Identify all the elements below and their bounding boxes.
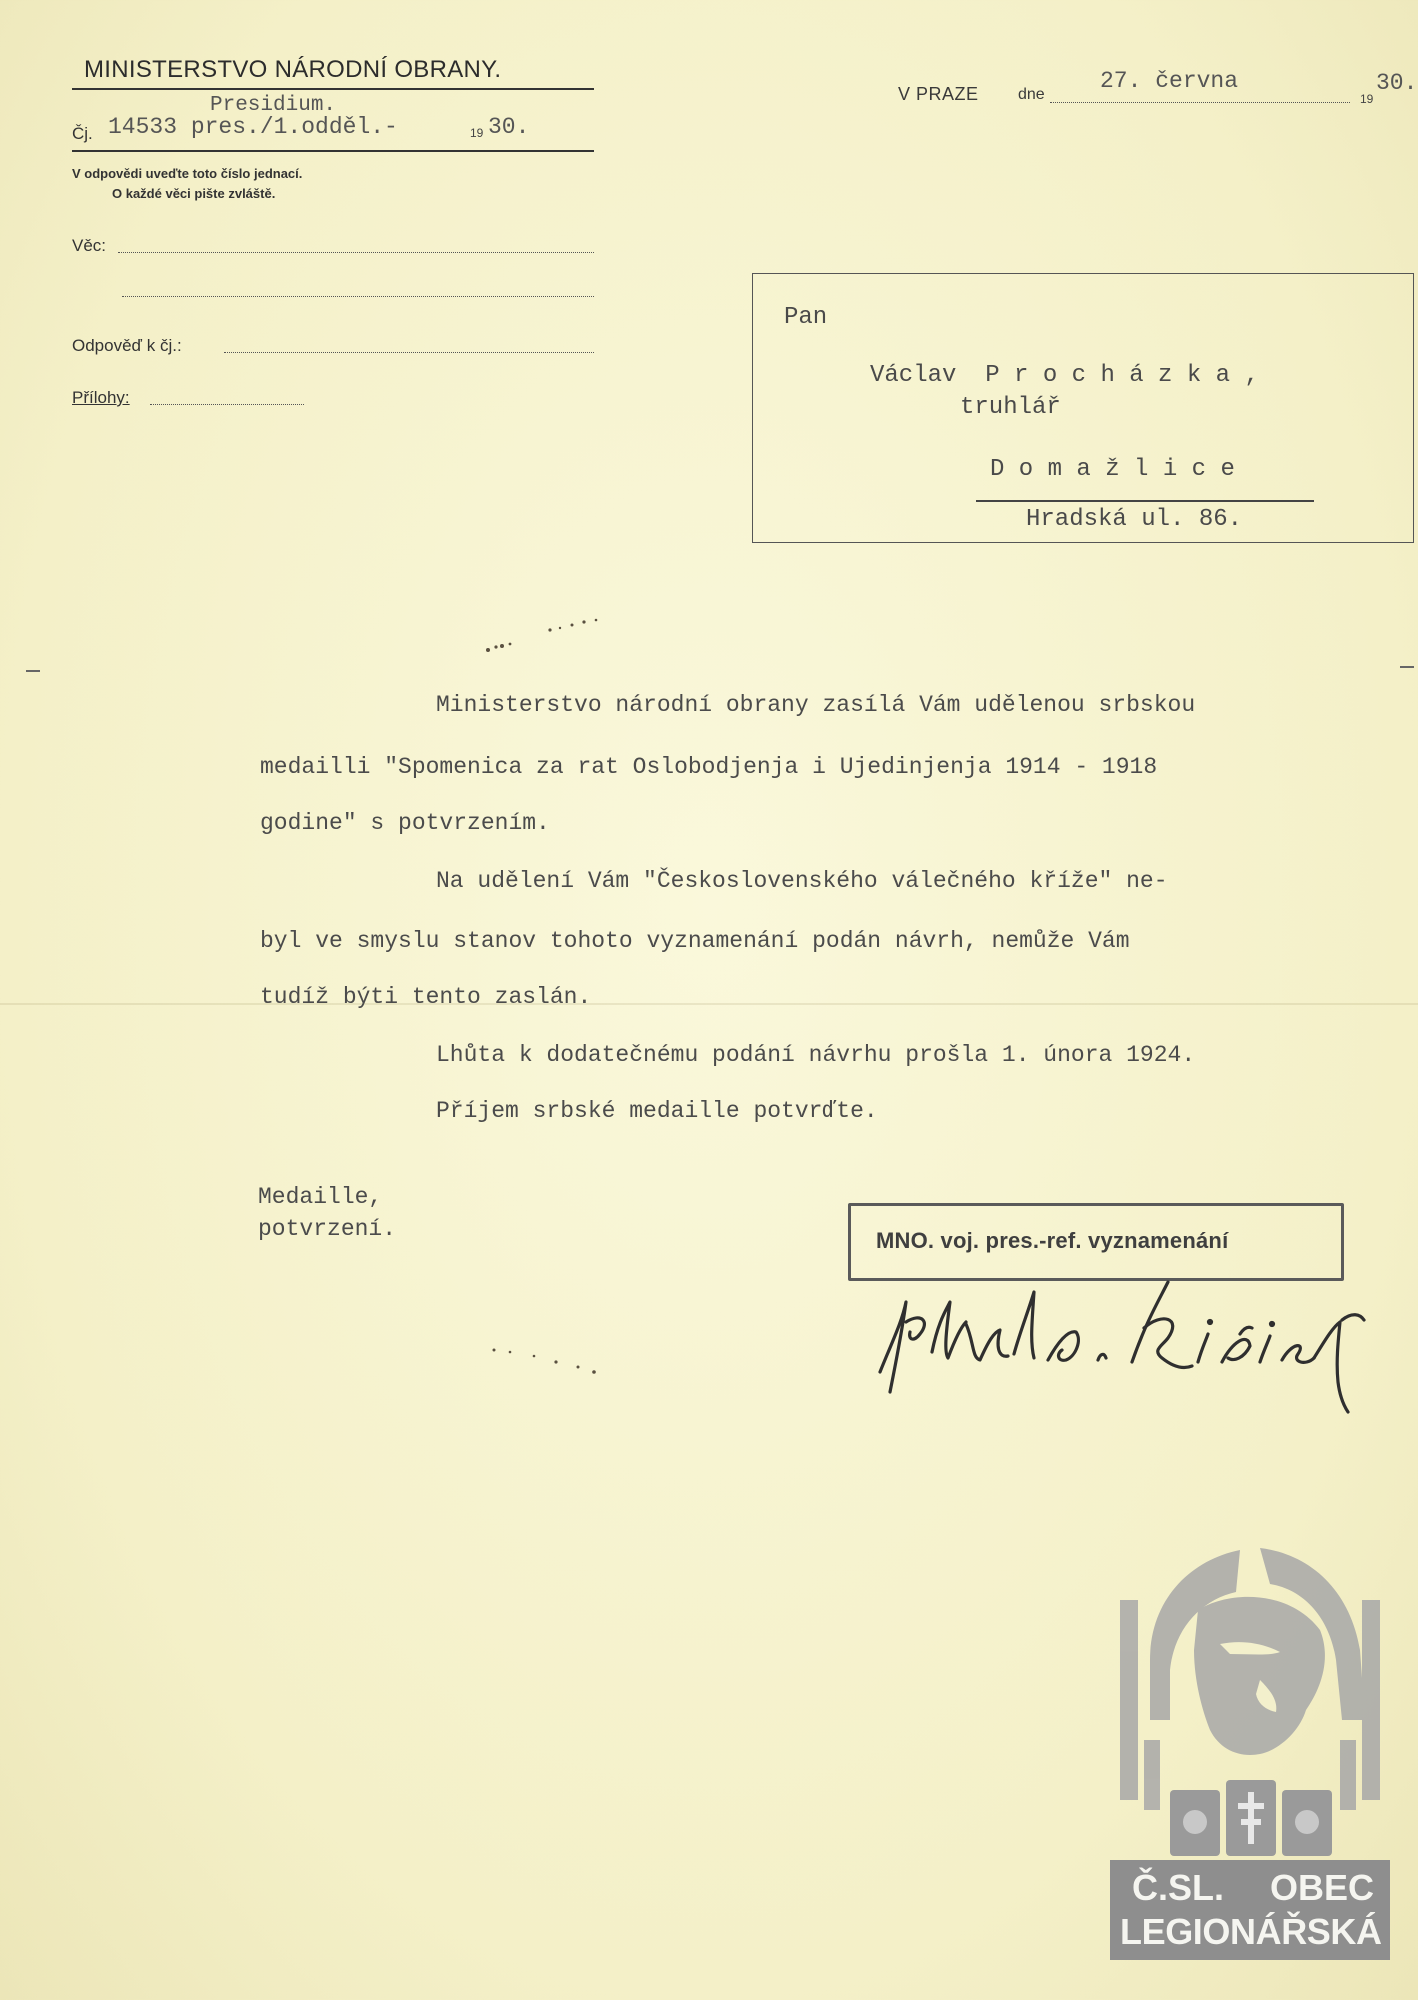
instruction-line-1: V odpovědi uveďte toto číslo jednací.: [72, 166, 303, 181]
dateline-year-prefix: 19: [1360, 92, 1374, 106]
enclosure-line-2: potvrzení.: [258, 1216, 397, 1242]
reference-number: 14533 pres./1.odděl.-: [108, 114, 398, 140]
recipient-salutation: Pan: [784, 304, 828, 331]
presidium-label: Presidium.: [210, 94, 337, 117]
prilohy-label: Přílohy:: [72, 388, 130, 407]
recipient-city: D o m a ž l i c e: [990, 456, 1235, 483]
ink-specks-top: [480, 610, 610, 660]
dateline-year-suffix: 30.: [1376, 70, 1418, 96]
paper-fold: [0, 1003, 1418, 1005]
body-line-8: Příjem srbské medaille potvrďte.: [436, 1098, 878, 1124]
city-underline: [976, 500, 1314, 502]
body-line-5: byl ve smyslu stanov tohoto vyznamenání podán návrh, nemůže Vám: [260, 928, 1130, 954]
ink-specks-bottom: [486, 1340, 606, 1380]
legion-watermark-logo: [1110, 1540, 1390, 1960]
body-line-6: tudíž býti tento zaslán.: [260, 984, 592, 1010]
body-line-4: Na udělení Vám "Československého válečného kříže" ne-: [436, 868, 1168, 894]
watermark-text-obec: OBEC: [1270, 1867, 1375, 1908]
ministry-heading: MINISTERSTVO NÁRODNÍ OBRANY.: [84, 56, 502, 83]
cj-label: Čj.: [72, 124, 93, 143]
watermark-text-csl: Č.SL.: [1132, 1867, 1225, 1908]
odpoved-label: Odpověď k čj.:: [72, 336, 182, 355]
recipient-street: Hradská ul. 86.: [1026, 506, 1243, 533]
vec-dotted-line-2: [122, 296, 594, 297]
enclosure-line-1: Medaille,: [258, 1184, 383, 1210]
dateline-date: 27. června: [1100, 68, 1239, 94]
instruction-line-2: O každé věci pište zvláště.: [112, 186, 276, 201]
body-line-7: Lhůta k dodatečnému podání návrhu prošla 1. února 1924.: [436, 1042, 1196, 1068]
recipient-name: Václav P r o c h á z k a ,: [870, 362, 1259, 389]
cj-year-suffix: 30.: [488, 114, 530, 140]
body-line-3: godine" s potvrzením.: [260, 810, 550, 836]
dateline-dotted-line: [1050, 102, 1350, 103]
ministry-underline: [72, 88, 594, 90]
margin-tick-right: [1400, 666, 1414, 668]
cj-year-prefix: 19: [470, 126, 484, 140]
dateline-place: V PRAZE: [898, 84, 979, 104]
vec-label: Věc:: [72, 236, 107, 255]
stamp-text: MNO. voj. pres.-ref. vyznamenání: [876, 1228, 1229, 1253]
reference-underline: [72, 150, 594, 152]
margin-tick-left: [26, 670, 40, 672]
body-line-2: medailli "Spomenica za rat Oslobodjenja i Ujedinjenja 1914 - 1918: [260, 754, 1158, 780]
vec-dotted-line: [118, 252, 594, 253]
handwritten-signature: [862, 1262, 1418, 1422]
watermark-text-legionarska: LEGIONÁŘSKÁ: [1120, 1911, 1382, 1952]
body-line-1: Ministerstvo národní obrany zasílá Vám udělenou srbskou: [436, 692, 1196, 718]
prilohy-dotted-line: [150, 404, 304, 405]
dateline-dne: dne: [1018, 86, 1045, 103]
address-box: [752, 273, 1414, 543]
recipient-occupation: truhlář: [960, 394, 1061, 421]
odpoved-dotted-line: [224, 352, 594, 353]
